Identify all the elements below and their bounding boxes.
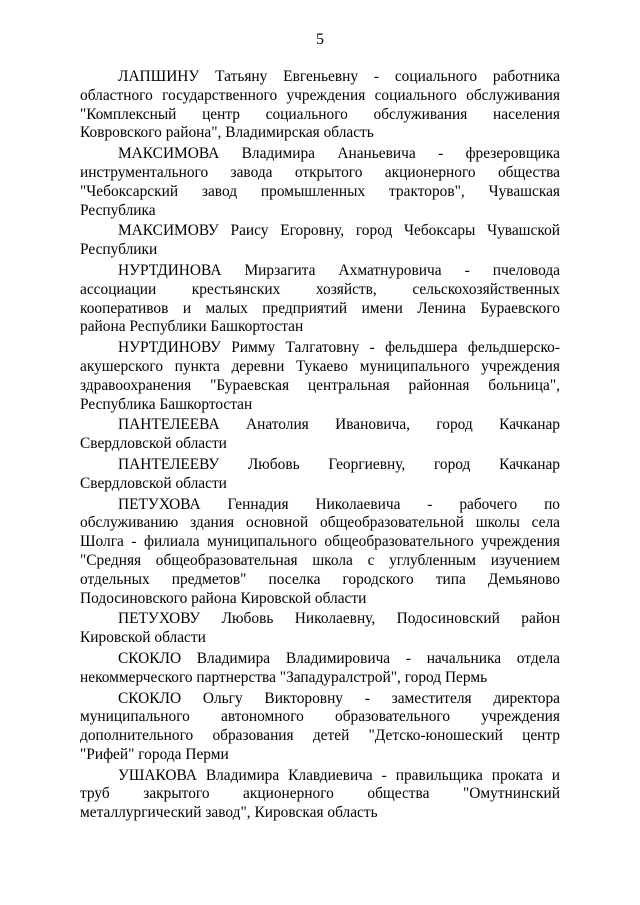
entry-line: ПЕТУХОВА Геннадия Николаевича - рабочего по [118, 495, 560, 513]
entry-line: кооперативов и малых предприятий имени Ленина Бураевского [80, 299, 560, 317]
entry-line: СКОКЛО Ольгу Викторовну - заместителя директора [118, 689, 560, 707]
entry-line: НУРТДИНОВУ Римму Талгатовну - фельдшера фельдшерско- [118, 339, 560, 357]
entry-line: МАКСИМОВА Владимира Ананьевича - фрезеровщика [118, 145, 560, 163]
entry-line: муниципального автономного образовательного учреждения [80, 708, 560, 726]
entry-line: некоммерческого партнерства "Западуралстрой", город Пермь [80, 668, 488, 686]
entry-nurtdinov-mirzagit [80, 262, 560, 337]
entry-line: "Комплексный центр социального обслуживания населения [80, 105, 560, 123]
entry-line: Кировской области [80, 629, 206, 647]
entry-line: ПАНТЕЛЕЕВУ Любовь Георгиевну, город Качканар [118, 455, 560, 473]
entry-line: УШАКОВА Владимира Клавдиевича - правильщика проката и [118, 766, 560, 784]
entry-nurtdinova-rimma [80, 339, 560, 414]
entry-line: обслуживанию здания основной общеобразовательной школы села [80, 514, 560, 532]
entry-ushakov-vladimir [80, 767, 560, 823]
entry-line: Свердловской области [80, 474, 227, 492]
entry-line: отдельных предметов" поселка городского типа Демьяново [80, 570, 560, 588]
entry-maksimova-raisa [80, 222, 560, 260]
entry-line: "Чебоксарский завод промышленных тракторов", Чувашская [80, 182, 560, 200]
entry-line: НУРТДИНОВА Мирзагита Ахматнуровича - пчеловода [118, 261, 560, 279]
entry-line: ЛАПШИНУ Татьяну Евгеньевну - социального работника [118, 68, 560, 85]
entry-line: здравоохранения "Бураевская центральная районная больница", [80, 376, 560, 394]
entry-line: СКОКЛО Владимира Владимировича - начальника отдела [118, 649, 560, 667]
entry-line: Шолга - филиала муниципального общеобразовательного учреждения [80, 533, 560, 551]
entry-line: акушерского пункта деревни Тукаево муниципального учреждения [80, 357, 560, 375]
entry-line: труб закрытого акционерного общества "Омутнинский [80, 785, 560, 803]
entry-line: ПЕТУХОВУ Любовь Николаевну, Подосиновский район [118, 610, 560, 628]
entry-line: Республика Башкортостан [80, 395, 253, 413]
entry-line: инструментального завода открытого акционерного общества [80, 163, 560, 181]
entry-line: МАКСИМОВУ Раису Егоровну, город Чебоксары Чувашской [118, 222, 560, 240]
entry-line: Подосиновского района Кировской области [80, 589, 367, 607]
entry-panteleev-anatoly [80, 416, 560, 454]
entry-skoklo-olga [80, 690, 560, 765]
entry-line: "Средняя общеобразовательная школа с углубленным изучением [80, 551, 560, 569]
entry-line: Республики [80, 241, 158, 259]
entry-petukhova-lyubov [80, 610, 560, 648]
page-number: 5 [316, 31, 324, 48]
document-body [80, 68, 560, 825]
entry-line: Свердловской области [80, 435, 227, 453]
entry-line: областного государственного учреждения социального обслуживания [80, 86, 560, 104]
entry-skoklo-vladimir [80, 650, 560, 688]
entry-line: района Республики Башкортостан [80, 318, 304, 336]
entry-line: Республика [80, 201, 156, 219]
entry-line: металлургический завод", Кировская область [80, 804, 378, 822]
entry-lapshina [80, 68, 560, 143]
entry-line: дополнительного образования детей "Детско-юношеский центр [80, 727, 560, 745]
entry-line: "Рифей" города Перми [80, 745, 229, 763]
entry-panteleeva-lyubov [80, 456, 560, 494]
entry-petukhov-gennady [80, 496, 560, 609]
entry-line: ассоциации крестьянских хозяйств, сельскохозяйственных [80, 280, 560, 298]
entry-line: ПАНТЕЛЕЕВА Анатолия Ивановича, город Качканар [118, 416, 560, 434]
entry-line: Ковровского района", Владимирская область [80, 124, 374, 142]
entry-maksimov-vladimir [80, 145, 560, 220]
